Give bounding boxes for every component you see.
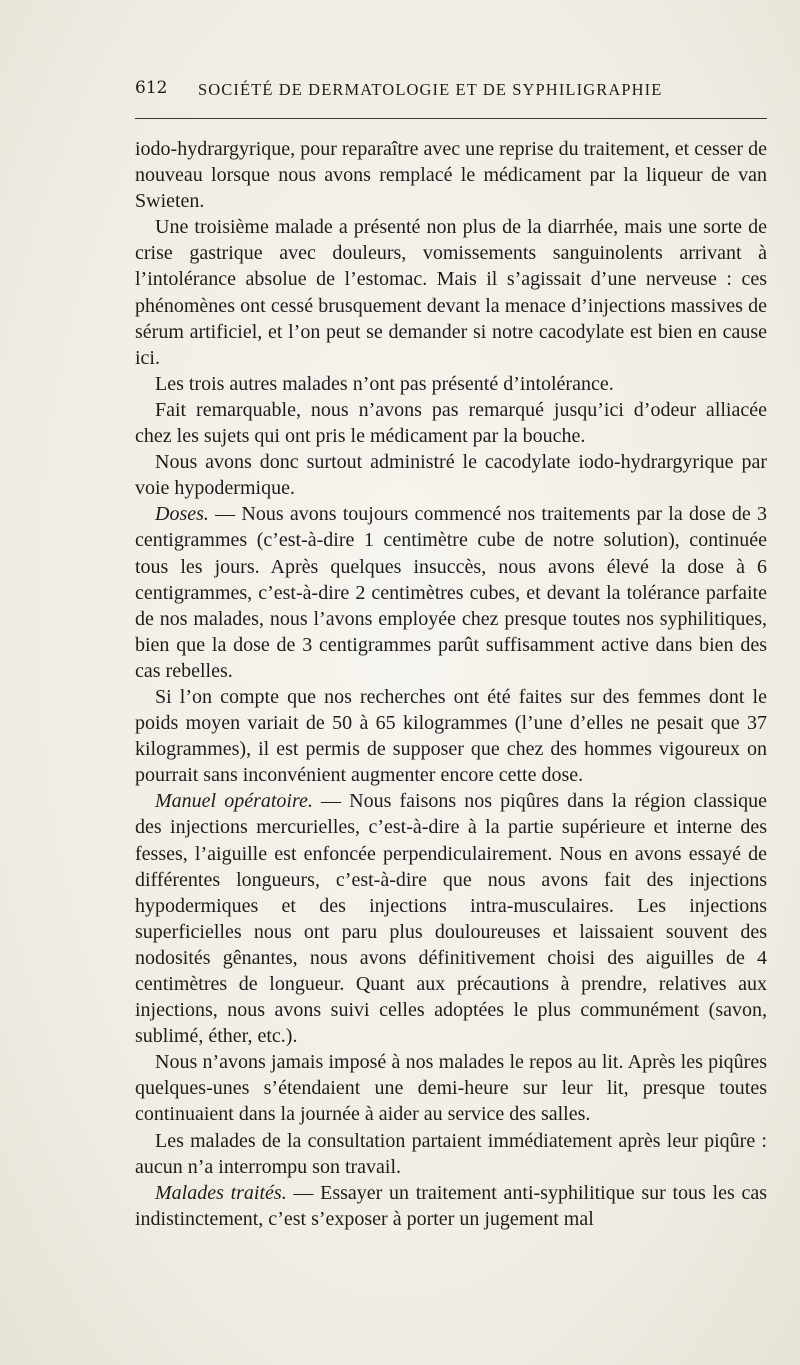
paragraph-text: Si l’on compte que nos recherches ont été faites sur des femmes dont le poids moyen variait de 50 à 65 kilogrammes (l’une d’elles ne pesait que 37 kilogrammes), il est permis de supposer que chez des hommes vigoureux on pourrait sans inconvénient augmenter encore cette dose. xyxy=(135,685,767,787)
paragraph-text: iodo-hydrargyrique, pour reparaître avec une reprise du traitement, et cesser de nouveau lorsque nous avons remplacé le médicament par la liqueur de van Swieten. xyxy=(135,138,767,213)
header-rule xyxy=(135,118,767,119)
body-text xyxy=(135,136,767,1256)
paragraph xyxy=(135,214,767,371)
page-number: 612 xyxy=(135,78,168,98)
section-lead-manuel-operatoire: Manuel opératoire. xyxy=(155,790,313,813)
running-title: SOCIÉTÉ DE DERMATOLOGIE ET DE SYPHILIGRAPHIE xyxy=(198,80,663,99)
section-lead-malades-traites: Malades traités. xyxy=(155,1181,287,1204)
paragraph-text: Nous n’avons jamais imposé à nos malades le repos au lit. Après les piqûres quelques-unes s’étendaient une demi-heure sur leur lit, presque toutes continuaient dans la journée à aider au service des salles. xyxy=(135,1051,767,1126)
paragraph-text: — Essayer un traitement anti-syphilitique sur tous les cas indistinctement, c’est s’exposer à porter un jugement mal xyxy=(135,1181,767,1230)
paragraph-text: Nous avons donc surtout administré le cacodylate iodo-hydrargyrique par voie hypodermique. xyxy=(135,451,767,500)
paragraph-text: Les trois autres malades n’ont pas présenté d’intolérance. xyxy=(155,372,614,395)
paragraph xyxy=(135,371,767,397)
paragraph-text: — Nous faisons nos piqûres dans la région classique des injections mercurielles, c’est-à-dire à la partie supérieure et interne des fesses, l’aiguille est enfoncée perpendiculairement. Nous en avons essayé de différentes longueurs, c’est-à-dire que nous avons fait des injections hypodermiques et des injections intra-musculaires. Les injections superficielles nous ont paru plus douloureuses et laissaient souvent des nodosités gênantes, nous avons définitivement choisi des aiguilles de 4 centimètres de longueur. Quant aux précautions à prendre, relatives aux injections, nous avons suivi celles adoptées le plus communément (savon, sublimé, éther, etc.). xyxy=(135,790,767,1048)
paragraph-malades-traites xyxy=(135,1180,767,1232)
paragraph xyxy=(135,684,767,788)
paragraph-manuel-operatoire xyxy=(135,788,767,1049)
paragraph xyxy=(135,397,767,449)
paragraph xyxy=(135,1128,767,1180)
paragraph-doses xyxy=(135,501,767,684)
paragraph-text: Fait remarquable, nous n’avons pas remarqué jusqu’ici d’odeur alliacée chez les sujets qui ont pris le médicament par la bouche. xyxy=(135,398,767,448)
paragraph xyxy=(135,449,767,501)
paragraph xyxy=(135,136,767,214)
paragraph-text: — Nous avons toujours commencé nos traitements par la dose de 3 centigrammes (c’est-à-dire 1 centimètre cube de notre solution), continuée tous les jours. Après quelques insuccès, nous avons élevé la dose à 6 centigrammes, c’est-à-dire 2 centimètres cubes, et devant la tolérance parfaite de nos malades, nous l’avons employée chez presque toutes nos syphilitiques, bien que la dose de 3 centigrammes parût suffisamment active dans bien des cas rebelles. xyxy=(135,503,767,682)
paragraph-text: Les malades de la consultation partaient immédiatement après leur piqûre : aucun n’a interrompu son travail. xyxy=(135,1129,767,1178)
paragraph-text: Une troisième malade a présenté non plus de la diarrhée, mais une sorte de crise gastrique avec douleurs, vomissements sanguinolents arrivant à l’intolérance absolue de l’estomac. Mais il s’agissait d’une nerveuse : ces phénomènes ont cessé brusquement devant la menace d’injections massives de sérum artificiel, et l’on peut se demander si notre cacodylate est bien en cause ici. xyxy=(135,216,767,369)
section-lead-doses: Doses. xyxy=(155,503,209,526)
page-header xyxy=(135,78,767,102)
paragraph xyxy=(135,1049,767,1127)
